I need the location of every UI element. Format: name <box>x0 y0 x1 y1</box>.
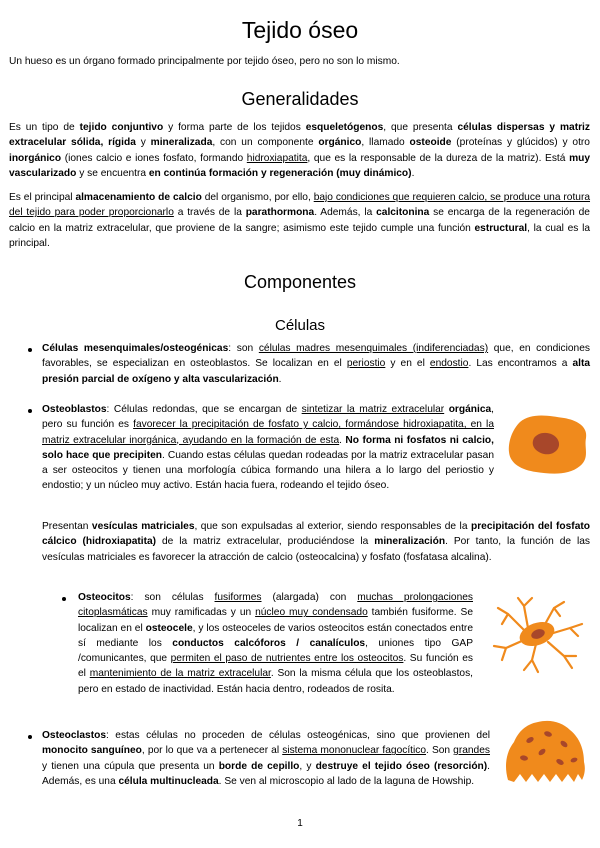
bullet-icon <box>28 735 32 739</box>
item-mesenquimales: Células mesenquimales/osteogénicas: son células madres mesenquimales (indiferenciadas) que, en condiciones favorables, se especializan en osteoblastos. Se localizan en el periostio y en el endostio. Las encontramos a alta presión parcial de oxígeno y alta vascularización. <box>42 343 591 385</box>
bullet-icon <box>28 409 32 413</box>
item-osteoclastos: Osteoclastos: estas células no proceden de células osteogénicas, sino que provienen del monocito sanguíneo, por lo que va a pertenecer al sistema mononuclear fagocítico. Son grandes y tienen una cúpula que presenta un borde de cepillo, y destruye el tejido óseo (resorción). Además, es una célula multinucleada. Se ven al microscopio al lado de la laguna de Howship. <box>42 730 491 787</box>
intro-paragraph: Un hueso es un órgano formado principalmente por tejido óseo, pero no son lo mismo. <box>9 56 400 67</box>
generalidades-paragraph-1: Es un tipo de tejido conjuntivo y forma parte de los tejidos esqueletógenos, que presenta células dispersas y matriz extracelular sólida, rígida y mineralizada, con un componente orgánico, llamado osteoide (proteínas y glúcidos) y otro inorgánico (iones calcio e iones fosfato, formando hidroxiapatita, que es la responsable de la dureza de la matriz). Está muy vascularizado y se encuentra en continúa formación y regeneración (muy dinámico). <box>9 122 591 179</box>
osteoblast-illustration <box>506 412 590 478</box>
page-number: 1 <box>297 818 303 829</box>
generalidades-paragraph-2: Es el principal almacenamiento de calcio del organismo, por ello, bajo condiciones que requieren calcio, se produce una rotura del tejido para poder proporcionarlo a través de la parathormona. Además, la calcitonina se encarga de la regeneración de calcio en la matriz extracelular, que proviene de la sangre; asimismo este tejido cumple una función estructural, la cual es la principal. <box>9 192 591 249</box>
vesiculas-paragraph: Presentan vesículas matriciales, que son expulsadas al exterior, siendo responsables de la precipitación del fosfato cálcico (hidroxiapatita) de la matriz extracelular, produciéndose la mineralización. Por tanto, la función de las vesículas matriciales es favorecer la atracción de calcio (osteocalcina) y fosfato (fosfatasa alcalina). <box>42 521 590 563</box>
heading-generalidades: Generalidades <box>241 89 359 109</box>
bullet-icon <box>28 348 32 352</box>
page-title: Tejido óseo <box>241 17 359 43</box>
item-osteocitos: Osteocitos: son células fusiformes (alargada) con muchas prolongaciones citoplasmáticas muy ramificadas y un núcleo muy condensado también fusiforme. Se localizan en el osteocele, y los osteoceles de varios osteocitos están conectados entre sí mediante los conductos calcóforos / canalículos, uniones tipo GAP /comunicantes, que permiten el paso de nutrientes entre los osteocitos. Su función es el mantenimiento de la matriz extracelular. Son la misma célula que los osteoblastos, pero en estado de inactividad. Están hacia dentro, rodeados de rosita. <box>78 592 473 695</box>
heading-componentes: Componentes <box>243 272 357 292</box>
item-osteoblastos: Osteoblastos: Células redondas, que se encargan de sintetizar la matriz extracelular orgánica, pero su función es favorecer la precipitación de fosfato y calcio, formándose hidroxiapatita, en la matriz extracelular inorgánica, ayudando en la formación de esta. No forma ni fosfatos ni calcio, solo hace que precipiten. Cuando estas células quedan rodeadas por la matriz extracelular pasan a ser osteocitos y tienen una morfología cúbica formando una hilera a lo largo del periostio y endostio; y un núcleo muy activo. Están hacia fuera, rodeando el tejido óseo. <box>42 404 494 492</box>
osteocyte-illustration <box>488 594 586 676</box>
bullet-icon <box>62 597 66 601</box>
heading-celulas: Células <box>274 317 326 334</box>
osteoclast-illustration <box>500 716 590 786</box>
